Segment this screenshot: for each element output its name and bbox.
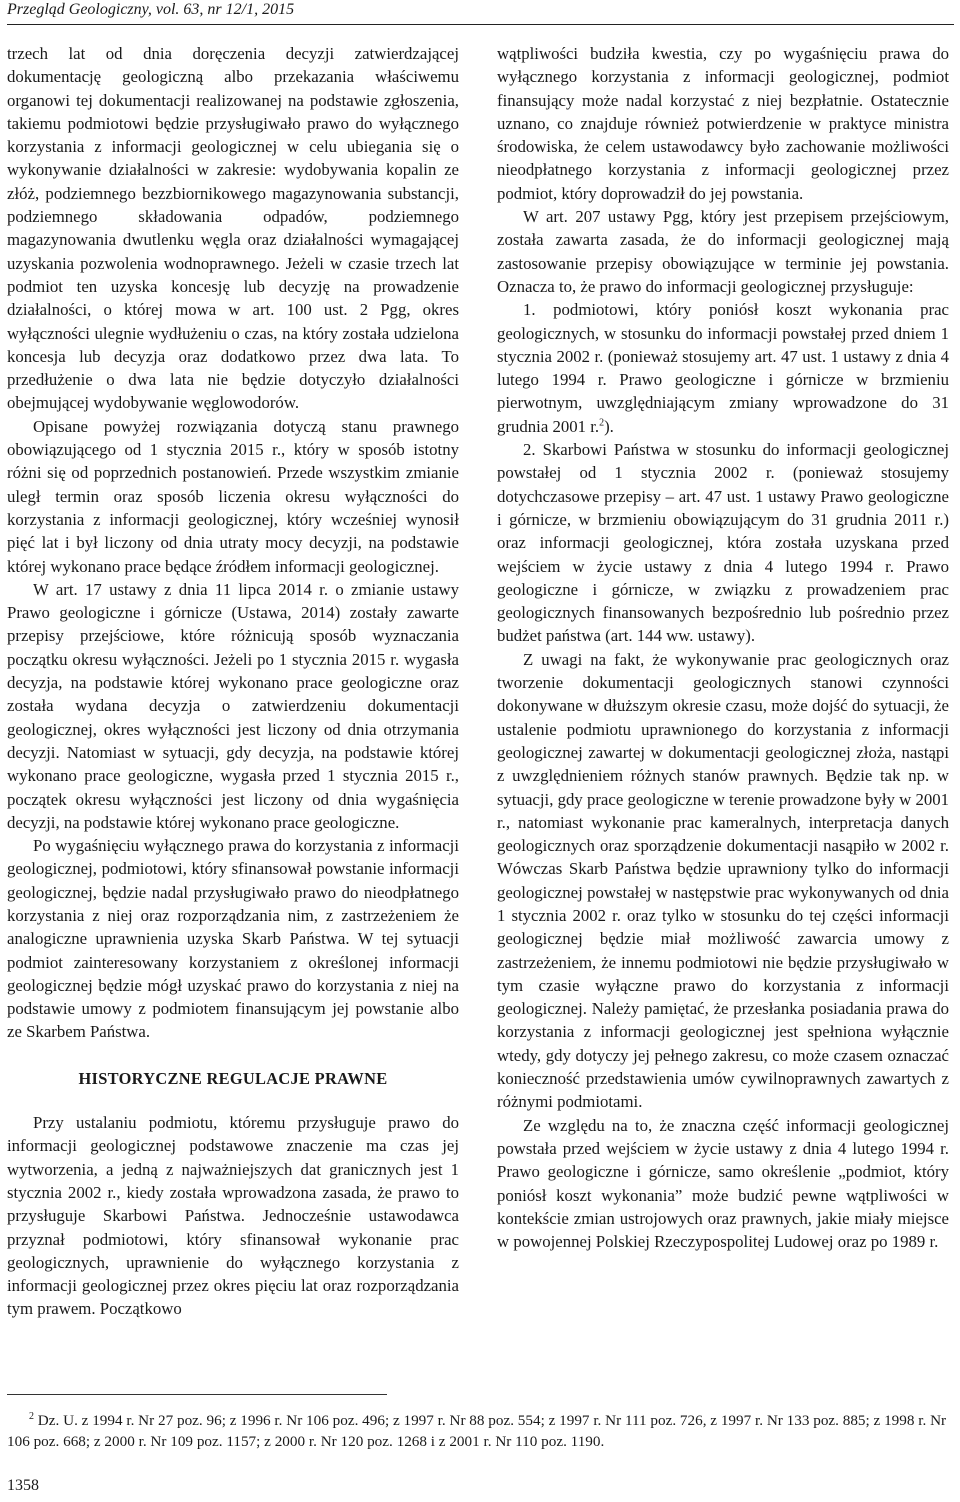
- running-header: Przegląd Geologiczny, vol. 63, nr 12/1, 2015: [7, 1, 295, 18]
- right-paragraph-2: W art. 207 ustawy Pgg, który jest przepisem przejściowym, została zawarta zasada, że do informacji geologicznej mają zastosowanie przepisy obowiązujące w terminie jej powstania. Oznacza to, że prawo do informacji geologicznej przysługuje:: [497, 207, 949, 296]
- left-paragraph-3: W art. 17 ustawy z dnia 11 lipca 2014 r. o zmianie ustawy Prawo geologiczne i górnicze (Ustawa, 2014) zostały zawarte przepisy przejściowe, które różnicują sposób wyznaczania początku okresu wyłączności. Jeżeli po 1 stycznia 2015 r. wygasła decyzja, na podstawie której wykonano prace geologiczne oraz została wydana decyzja o zatwierdzeniu dokumentacji geologicznej, okres wyłączności jest liczony od dnia otrzymania decyzji. Natomiast w sytuacji, gdy decyzja, na podstawie której wykonano prace geologiczne, wygasła przed 1 stycznia 2015 r., początek okresu wyłączności jest liczony od dnia wygaśnięcia decyzji, na podstawie której wykonano prace geologiczne.: [7, 579, 459, 832]
- right-column: [497, 42, 949, 1253]
- right-paragraph-6: Ze względu na to, że znaczna część informacji geologicznej powstała przed wejściem w życie ustawy z dnia 4 lutego 1994 r. Prawo geologiczne i górnicze, samo określenie „podmiot, który poniósł koszt wykonania” może budzić pewne wątpliwości w kontekście zmian ustrojowych oraz prawnych, jakie miały miejsce w powojennej Polskiej Rzeczypospolitej Ludowej oraz po 1989 r.: [497, 1115, 949, 1252]
- right-paragraph-3-text: 1. podmiotowi, który poniósł koszt wykonania prac geologicznych, w stosunku do informacji powstałej przed dniem 1 stycznia 2002 r. (ponieważ stosujemy art. 47 ust. 1 ustawy z dnia 4 lutego 1994 r. Prawo geologiczne i górnicze w brzmieniu pierwotnym, uwzględniającym zmiany wprowadzone do 31 grudnia 2001 r.: [497, 300, 949, 436]
- right-paragraph-1: wątpliwości budziła kwestia, czy po wygaśnięciu prawa do wyłącznego korzystania z informacji geologicznej, podmiot finansujący może nadal korzystać z niej bezpłatnie. Ostatecznie uznano, co znajduje również potwierdzenie w praktyce ministra środowiska, że celem ustawodawcy było zachowanie możliwości nieodpłatnego korzystania z informacji geologicznej przez podmiot, który doprowadził do jej powstania.: [497, 44, 949, 203]
- left-paragraph-4: Po wygaśnięciu wyłącznego prawa do korzystania z informacji geologicznej, podmiotowi, który sfinansował powstanie informacji geologicznej, będzie nadal przysługiwało prawo do nieodpłatnego korzystania z niej oraz rozporządzania nim, z zastrzeżeniem że analogiczne uprawnienia uzyska Skarb Państwa. W tej sytuacji podmiot zainteresowany korzystaniem z określonej informacji geologicznej będzie mógł uzyskać prawo do korzystania z niej na podstawie umowy z podmiotem finansującym jej powstanie albo ze Skarbem Państwa.: [7, 836, 459, 1042]
- footnote-text: Dz. U. z 1994 r. Nr 27 poz. 96; z 1996 r. Nr 106 poz. 496; z 1997 r. Nr 88 poz. 554; z 1997 r. Nr 111 poz. 726, z 1997 r. Nr 133 poz. 885; z 1998 r. Nr 106 poz. 668; z 2000 r. Nr 109 poz. 1157; z 2000 r. Nr 120 poz. 1268 i z 2001 r. Nr 110 poz. 1190.: [7, 1412, 947, 1450]
- right-paragraph-3: [497, 298, 949, 438]
- footnote-rule: [7, 1394, 387, 1395]
- left-paragraph-2: Opisane powyżej rozwiązania dotyczą stanu prawnego obowiązującego od 1 stycznia 2015 r., który w sposób istotny różni się od poprzednich postanowień. Przede wszystkim zmianie uległ termin oraz sposób liczenia okresu wyłączności do korzystania z informacji geologicznej, który wcześniej wynosił pięć lat i był liczony od dnia utraty mocy decyzji, na podstawie której wykonano prace będące źródłem informacji geologicznej.: [7, 416, 459, 576]
- left-paragraph-5: Przy ustalaniu podmiotu, któremu przysługuje prawo do informacji geologicznej podstawowe znaczenie ma czas jej wytworzenia, a jedną z najważniejszych dat granicznych jest 1 stycznia 2002 r., kiedy została wprowadzona zasada, że prawo to przysługuje Skarbowi Państwa. Jednocześnie ustawodawca przyznał podmiotowi, który sfinansował wykonanie prac geologicznych, uprawnienie do wyłącznego korzystania z informacji geologicznej przez okres pięciu lat oraz rozporządzania tym prawem. Początkowo: [7, 1113, 459, 1319]
- right-paragraph-3-end: ).: [604, 416, 614, 436]
- footnote-marker: 2: [29, 1410, 34, 1422]
- left-column: [7, 42, 459, 1321]
- footnote: [7, 1410, 953, 1452]
- header-rule: [7, 24, 954, 25]
- page-number: 1358: [7, 1477, 39, 1494]
- left-paragraph-1: trzech lat od dnia doręczenia decyzji zatwierdzającej dokumentację geologiczną albo przekazania właściwemu organowi tej dokumentacji realizowanej na podstawie zgłoszenia, takiemu podmiotowi będzie przysługiwało prawo do wyłącznego korzystania z informacji geologicznej w celu ubiegania się o wykonywanie działalności w zakresie: wydobywania kopalin ze złóż, podziemnego bezzbiornikowego magazynowania substancji, podziemnego składowania odpadów, podziemnego magazynowania dwutlenku węgla oraz działalności wymagającej uzyskania pozwolenia wodnoprawnego. Jeżeli w czasie trzech lat podmiot ten uzyska koncesję lub decyzję na prowadzenie działalności, o której mowa w art. 100 ust. 2 Pgg, okres wyłączności ulegnie wydłużeniu o czas, na który została udzielona koncesja lub decyzja oraz dodatkowo przez dwa lata. To przedłużenie o dwa lata nie będzie dotyczyło działalności obejmującej wydobywanie węglowodorów.: [7, 44, 459, 413]
- footnote-reference: 2: [599, 417, 605, 429]
- right-paragraph-4: 2. Skarbowi Państwa w stosunku do informacji geologicznej powstałej od 1 stycznia 2002 r. (ponieważ stosujemy dotychczasowe przepisy – art. 47 ust. 1 ustawy Prawo geologiczne i górnicze, w brzmieniu obowiązującym do 31 grudnia 2011 r.) oraz informacji geologicznej, która została uzyskana przed wejściem w życie ustawy z dnia 4 lutego 1994 r. Prawo geologiczne i górnicze, w związku z prowadzeniem prac geologicznych finansowanych bezpośrednio lub pośrednio przez budżet państwa (art. 144 ww. ustawy).: [497, 440, 949, 646]
- section-heading: HISTORYCZNE REGULACJE PRAWNE: [78, 1068, 388, 1088]
- right-paragraph-5: Z uwagi na fakt, że wykonywanie prac geologicznych oraz tworzenie dokumentacji geologicznych stanowi czynności dokonywane w dłuższym okresie czasu, może dojść do sytuacji, że ustalenie podmiotu uprawnionego do korzystania z informacji geologicznej zawartej w dokumentacji geologicznej złoża, nastąpi z uwzględnieniem różnych stanów prawnych. Będzie tak np. w sytuacji, gdy prace geologiczne w terenie prowadzone były w 2001 r., natomiast wykonanie prac kameralnych, interpretacja danych geologicznych oraz sporządzenie dokumentacji nasąpiło w 2002 r. Wówczas Skarb Państwa będzie uprawniony tylko do informacji geologicznej powstałej w następstwie prac wykonywanych od dnia 1 stycznia 2002 r. oraz tylko w stosunku do tej części informacji geologicznej będzie miał możliwość zawarcia umowy z zastrzeżeniem, że innemu podmiotowi nie będzie przysługiwało w tym czasie wyłączne prawo do korzystania z informacji geologicznej. Należy pamiętać, że przesłanka posiadania prawa do korzystania z informacji geologicznej jest spełniona wyłącznie wtedy, gdy dotyczy jej pełnego zakresu, co może czasem oznaczać konieczność przedstawienia umów cywilnoprawnych zawartych z różnymi podmiotami.: [497, 649, 950, 1112]
